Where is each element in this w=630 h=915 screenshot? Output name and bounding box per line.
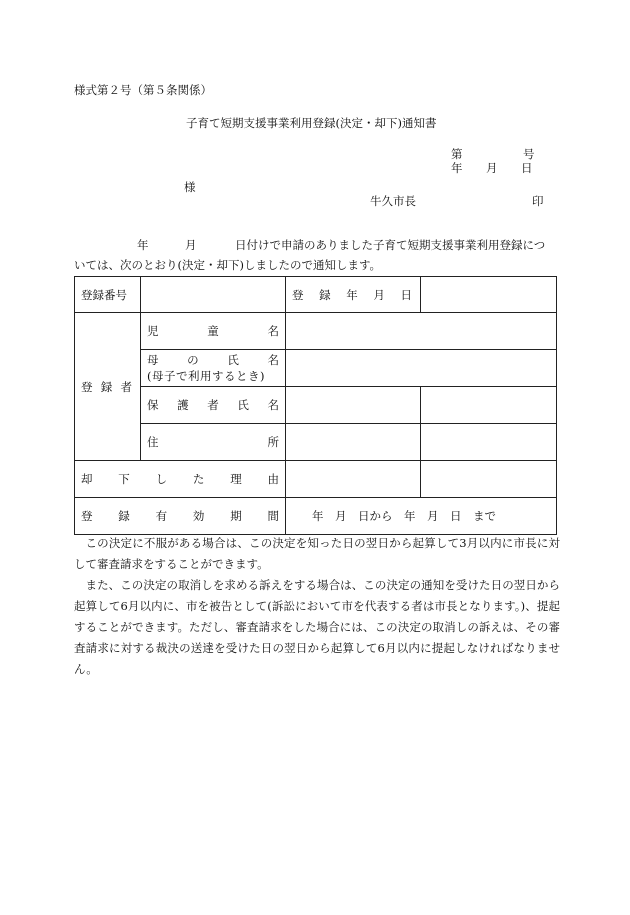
mother-name-label: 母 の 氏 名 (母子で利用するとき) [141, 350, 286, 387]
notice-paragraph-2: また、この決定の取消しを求める訴えをする場合は、この決定の通知を受けた日の翌日から起算して6月以内に、市を被告として(訴訟において市を代表する者は市長となります。)、提起することができます。ただし、審査請求をした場合には、この決定の取消しの訴えは、その審査請求に対する裁決の送達を受けた日の翌日から起算して6月以内に提起しなければなりません。 [74, 578, 560, 676]
registrant-label: 登 録 者 [75, 313, 141, 461]
mother-name-value[interactable] [286, 350, 557, 387]
table-row [75, 387, 557, 424]
table-row [75, 277, 557, 313]
mother-name-note: (母子で利用するとき) [147, 369, 265, 383]
document-number-prefix: 第 [451, 147, 463, 161]
table-row [75, 461, 557, 498]
table-row [75, 350, 557, 387]
guardian-name-label: 保 護 者 氏 名 [141, 387, 286, 424]
rejection-reason-extra[interactable] [421, 461, 557, 498]
issue-date-day: 日 [521, 161, 533, 175]
guardian-name-value[interactable] [286, 387, 421, 424]
reg-date-value[interactable] [421, 277, 557, 313]
reg-date-label: 登 録 年 月 日 [286, 277, 421, 313]
issuer-name: 牛久市長 [370, 194, 416, 208]
table-row [75, 424, 557, 461]
intro-line-1-rest: 日付けで申請のありました子育て短期支援事業利用登録につ [235, 238, 546, 252]
child-name-value[interactable] [286, 313, 557, 350]
intro-month: 月 [185, 238, 197, 252]
address-label: 住 所 [141, 424, 286, 461]
seal-mark: 印 [532, 194, 544, 208]
table-row [75, 313, 557, 350]
reg-number-value[interactable] [141, 277, 286, 313]
intro-line-2: いては、次のとおり(決定・却下)しましたので通知します。 [74, 258, 382, 272]
rejection-reason-label: 却 下 し た 理 由 [75, 461, 286, 498]
issue-date-year: 年 [451, 161, 463, 175]
recipient-suffix: 様 [184, 180, 196, 194]
notice-paragraph-1: この決定に不服がある場合は、この決定を知った日の翌日から起算して3月以内に市長に対して審査請求をすることができます。 [74, 536, 560, 571]
validity-label: 登 録 有 効 期 間 [75, 498, 286, 535]
child-name-label: 児 童 名 [141, 313, 286, 350]
document-title: 子育て短期支援事業利用登録(決定・却下)通知書 [186, 116, 437, 130]
address-value[interactable] [286, 424, 421, 461]
guardian-name-extra[interactable] [421, 387, 557, 424]
registration-table [74, 276, 557, 535]
intro-year: 年 [137, 238, 149, 252]
reg-number-label: 登録番号 [75, 277, 141, 313]
address-extra[interactable] [421, 424, 557, 461]
document-number-suffix: 号 [523, 147, 535, 161]
form-number: 様式第２号（第５条関係） [74, 83, 212, 97]
validity-value[interactable]: 年 月 日から 年 月 日 まで [286, 498, 557, 535]
issue-date-month: 月 [486, 161, 498, 175]
table-row [75, 498, 557, 535]
notice-text [74, 533, 560, 680]
rejection-reason-value[interactable] [286, 461, 421, 498]
